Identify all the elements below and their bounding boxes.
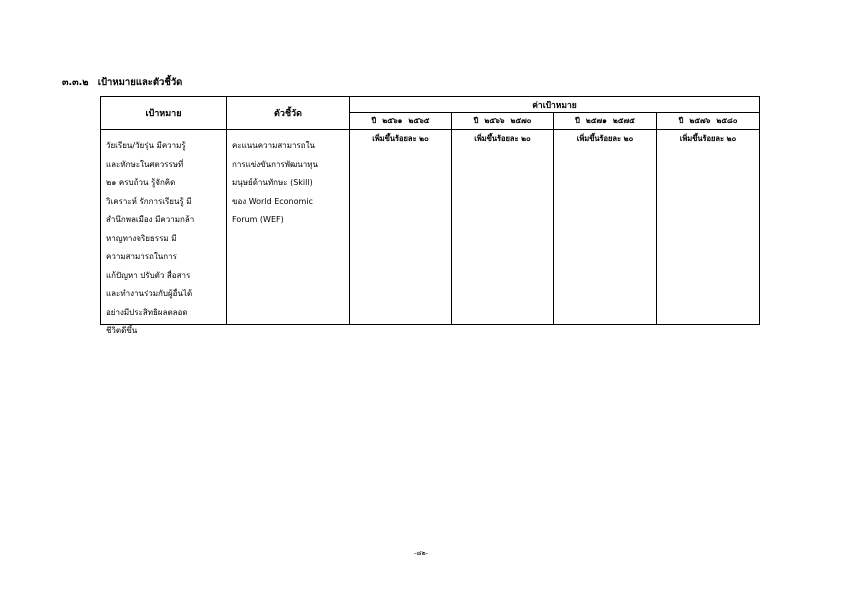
target-cell-2: เพิ่มขึ้นร้อยละ ๒๐ bbox=[452, 130, 554, 325]
header-period-3 bbox=[554, 113, 657, 130]
period-end: ๒๕๘๐ bbox=[716, 116, 738, 125]
goal-line: แก้ปัญหา ปรับตัว สื่อสาร bbox=[106, 270, 191, 280]
period-start: ๒๕๗๖ bbox=[689, 116, 711, 125]
goal-line: หาญทางจริยธรรม มี bbox=[106, 233, 177, 243]
period-start: ๒๕๖๖ bbox=[484, 116, 505, 125]
period-end: ๒๕๗๕ bbox=[612, 116, 635, 125]
goal-line: และทำงานร่วมกับผู้อื่นได้ bbox=[106, 289, 193, 298]
indicator-line: มนุษย์ด้านทักษะ (Skill) bbox=[232, 178, 313, 187]
section-title: เป้าหมายและตัวชี้วัด bbox=[97, 77, 183, 88]
page-number: -๘๒- bbox=[414, 549, 428, 557]
period-label: ปี bbox=[678, 116, 684, 125]
goal-line: อย่างมีประสิทธิผลตลอด bbox=[106, 307, 188, 317]
goal-cell bbox=[101, 130, 227, 335]
goal-line: ๒๑ ครบถ้วน รู้จักคิด bbox=[106, 178, 176, 187]
goal-line: วัยเรียน/วัยรุ่น มีความรู้ bbox=[106, 141, 186, 150]
target-cell-4: เพิ่มขึ้นร้อยละ ๒๐ bbox=[657, 130, 760, 325]
period-label: ปี bbox=[371, 116, 377, 125]
header-period-4 bbox=[657, 113, 760, 130]
period-end: ๒๕๖๕ bbox=[408, 116, 430, 125]
indicator-line: ของ World Economic bbox=[232, 196, 313, 206]
goal-line: วิเคราะห์ รักการเรียนรู้ มี bbox=[106, 196, 192, 206]
section-number: ๓.๓.๒ bbox=[62, 77, 89, 88]
header-target: ค่าเป้าหมาย bbox=[350, 97, 760, 113]
header-period-2 bbox=[452, 113, 554, 130]
period-start: ๒๕๗๑ bbox=[585, 116, 607, 125]
goals-table bbox=[100, 96, 760, 335]
period-label: ปี bbox=[473, 116, 479, 125]
header-goal: เป้าหมาย bbox=[101, 97, 227, 130]
indicator-line: Forum (WEF) bbox=[232, 215, 284, 224]
target-cell-3: เพิ่มขึ้นร้อยละ ๒๐ bbox=[554, 130, 657, 325]
indicator-line: คะแนนความสามารถใน bbox=[232, 141, 316, 150]
section-heading bbox=[62, 75, 182, 90]
goal-line: ชีวิตดีขึ้น bbox=[106, 326, 138, 335]
header-period-1 bbox=[350, 113, 452, 130]
table-row bbox=[101, 130, 760, 325]
period-label: ปี bbox=[575, 116, 580, 125]
goal-line: และทักษะในศตวรรษที่ bbox=[106, 159, 184, 169]
period-start: ๒๕๖๑ bbox=[382, 116, 403, 125]
goal-line: ความสามารถในการ bbox=[106, 252, 177, 261]
indicator-line: การแข่งขันการพัฒนาทุน bbox=[232, 159, 318, 169]
target-cell-1: เพิ่มขึ้นร้อยละ ๒๐ bbox=[350, 130, 452, 325]
indicator-cell bbox=[227, 130, 350, 325]
header-indicator: ตัวชี้วัด bbox=[227, 97, 350, 130]
goal-line: สำนึกพลเมือง มีความกล้า bbox=[106, 215, 195, 224]
period-end: ๒๕๗๐ bbox=[510, 116, 532, 125]
